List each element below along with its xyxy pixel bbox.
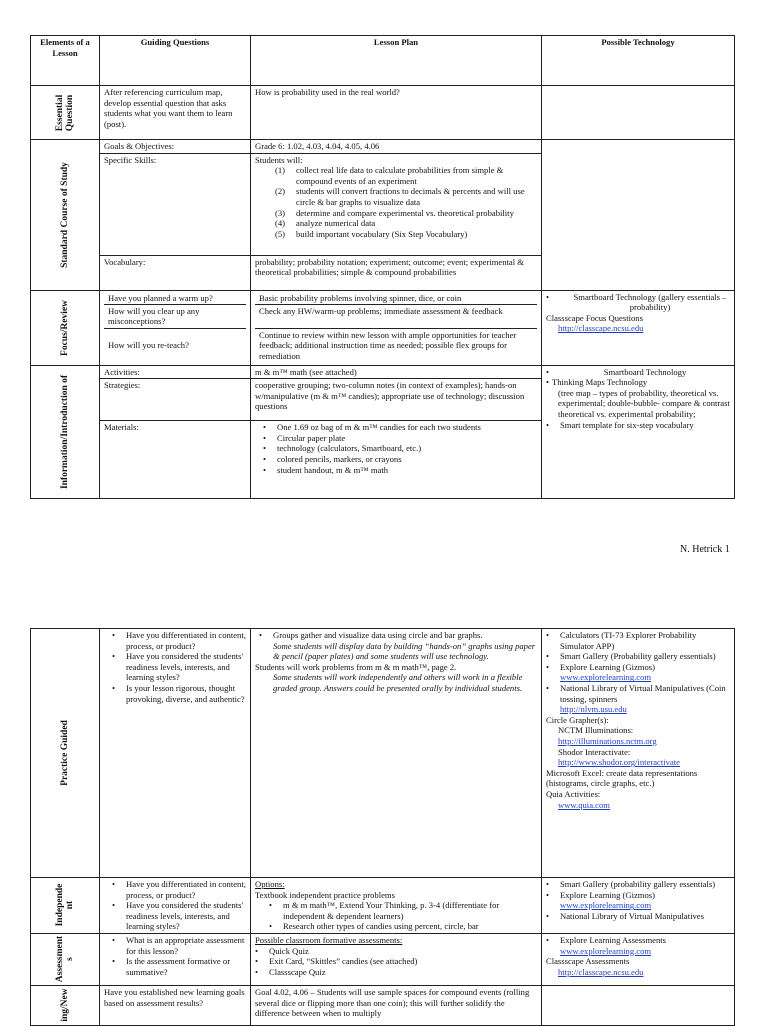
nctm-label: NCTM Illuminations:	[558, 725, 634, 736]
guided-question: • Have you differentiated in content, process, or product?	[112, 630, 246, 651]
vocab-value: probability; probability notation; experiment; outcome; event; experimental & theoretical probabilities; simple & compound probabilities	[251, 255, 542, 290]
focus-q1: Have you planned a warm up?	[108, 292, 213, 303]
closing-tech	[542, 985, 735, 1025]
skill-item: (5) build important vocabulary (Six Step Vocabulary)	[275, 228, 468, 239]
skills-label: Specific Skills:	[100, 153, 251, 255]
page-footer: N. Hetrick 1	[680, 544, 730, 555]
closing-label: ing/New	[60, 988, 70, 1023]
guided-label: Practice Guided	[60, 720, 70, 786]
excel-text: Microsoft Excel: create data representations (histograms, circle graphs, etc.)	[546, 767, 698, 789]
guided-tech-item: • Calculators (TI-73 Explorer Probability Simulator APP)	[546, 630, 697, 651]
standard-label: Standard Course of Study	[60, 161, 70, 268]
explorelearning-link[interactable]: www.explorelearning.com	[560, 672, 652, 683]
standard-tech	[542, 140, 735, 291]
assessment-item: • Exit Card, “Skittles” candies (see attached)	[255, 956, 418, 967]
focus-q3: How will you re-teach?	[104, 328, 246, 362]
quia-link[interactable]: www.quia.com	[558, 799, 610, 810]
guided-plan-italic-2: Some students will work independently and others will work in a flexible graded group. Answers could be presented orally by individual students.	[273, 672, 523, 693]
lesson-plan-table-bottom	[30, 628, 735, 1026]
assessment-item: • Quick Quiz	[255, 945, 309, 956]
skill-item: (3) determine and compare experimental vs. theoretical probability	[275, 207, 514, 218]
guided-plan-italic-1: Some students will display data by building “hands-on” graphs using paper & pencil (paper plates) and some students will use technology.	[273, 640, 536, 662]
focus-a2: Check any HW/warm-up problems; immediate assessment & feedback	[255, 304, 537, 328]
materials-list	[255, 422, 537, 475]
independent-question: • Have you considered the students' readiness levels, interests, and learning styles?	[112, 900, 244, 932]
essential-guide: After referencing curriculum map, develop essential question that asks students what you want them to learn (post).	[100, 86, 251, 140]
explorelearning-link-2[interactable]: www.explorelearning.com	[560, 900, 652, 911]
focus-label: Focus/Review	[60, 299, 70, 356]
focus-tech-item: • Smartboard Technology (gallery essentials – probability)	[546, 291, 727, 313]
focus-questions	[100, 290, 251, 365]
closing-plan: Goal 4.02, 4.06 – Students will use sample spaces for compound events (rolling several dice or flipping more than one coin); this will further solidify the difference between when to multiply	[251, 985, 542, 1025]
guided-plan-bullet: • Groups gather and visualize data using circle and bar graphs.	[259, 630, 483, 640]
info-tech-item: • Smartboard Technology	[546, 366, 687, 377]
essential-plan: How is probability used in the real world?	[251, 86, 542, 140]
independent-bullet: • Research other types of candies using percent, circle, bar	[269, 921, 479, 932]
closing-label-cell	[31, 985, 100, 1025]
skills-list	[255, 165, 537, 239]
independent-options: Options:	[255, 879, 285, 889]
header-lesson-plan: Lesson Plan	[251, 36, 542, 86]
info-label: Information/Introduction of	[60, 374, 70, 489]
assessment-label-cell	[31, 933, 100, 985]
header-guiding-questions: Guiding Questions	[100, 36, 251, 86]
assessment-question: • Is the assessment formative or summative?	[112, 956, 231, 977]
circle-grapher-label: Circle Grapher(s):	[546, 714, 609, 725]
assessment-heading: Possible classroom formative assessments:	[255, 934, 403, 945]
materials-label: Materials:	[100, 421, 251, 499]
essential-question-label-cell	[31, 86, 100, 140]
assessment-questions	[100, 933, 251, 985]
vocab-label: Vocabulary:	[100, 255, 251, 290]
independent-questions	[100, 878, 251, 934]
material-item: • Circular paper plate	[263, 432, 346, 443]
independent-bullet: • m & m math™, Extend Your Thinking, p. 3-4 (differentiate for independent & dependent learners)	[269, 900, 500, 921]
skill-item: (1) collect real life data to calculate probabilities from simple & compound events of an experiment	[275, 165, 504, 186]
assessment-plan	[251, 933, 542, 985]
strategies-value: cooperative grouping; two-column notes (in context of examples); hands-on w/manipulative (m & m™ candies); appropriate use of technology; discussion questions	[251, 379, 542, 421]
materials-cell	[251, 421, 542, 499]
skill-item: (4) analyze numerical data	[275, 218, 376, 229]
focus-label-cell	[31, 290, 100, 365]
material-item: • One 1.69 oz bag of m & m™ candies for each two students	[263, 422, 481, 433]
essential-tech	[542, 86, 735, 140]
independent-tech-item: • Smart Gallery (probability gallery essentials)	[546, 879, 716, 889]
activities-value: m & m™ math (see attached)	[251, 365, 542, 379]
classscape-link-2[interactable]: http://classcape.ncsu.edu	[558, 966, 644, 977]
independent-tech-item: • National Library of Virtual Manipulatives	[546, 910, 704, 921]
nlvm-link[interactable]: http://nlvm.usu.edu	[560, 704, 627, 715]
quia-label: Quia Activities:	[546, 788, 601, 799]
standard-label-cell	[31, 140, 100, 291]
goals-label: Goals & Objectives:	[100, 140, 251, 154]
guided-plan-line: Students will work problems from m & m math™, page 2.	[255, 661, 457, 672]
explorelearning-link-3[interactable]: www.explorelearning.com	[560, 945, 652, 956]
guided-question: • Is your lesson rigorous, thought provoking, diverse, and authentic?	[112, 682, 245, 704]
strategies-label: Strategies:	[100, 379, 251, 421]
material-item: • technology (calculators, Smartboard, etc.)	[263, 443, 422, 454]
activities-label: Activities:	[100, 365, 251, 379]
independent-tech	[542, 878, 735, 934]
nctm-link[interactable]: http://illuminations.nctm.org	[558, 735, 657, 746]
shodor-link[interactable]: http://www.shodor.org/interactivate	[558, 757, 680, 768]
guided-tech-item: • Smart Gallery (Probability gallery essentials)	[546, 651, 716, 662]
independent-line: Textbook independent practice problems	[255, 889, 395, 900]
independent-plan	[251, 878, 542, 934]
lesson-plan-table-top	[30, 35, 735, 499]
skills-cell	[251, 153, 542, 255]
independent-label-cell	[31, 878, 100, 934]
goals-value: Grade 6: 1.02, 4.03, 4.04, 4.05, 4.06	[251, 140, 542, 154]
guided-label-cell	[31, 629, 100, 878]
shodor-label: Shodor Interactivate:	[558, 746, 631, 757]
assessment-item: • Classscape Quiz	[255, 966, 326, 977]
material-item: • colored pencils, markers, or crayons	[263, 453, 402, 464]
skills-intro: Students will:	[255, 154, 303, 165]
info-tech-item: • Thinking Maps Technology	[546, 377, 648, 388]
focus-a3: Continue to review within new lesson with ample opportunities for teacher feedback; additional instruction time as needed; possible flex groups for remediation	[255, 328, 537, 362]
guided-tech-item: • National Library of Virtual Manipulatives (Coin tossing, spinners http://nlvm.usu.edu	[546, 682, 726, 715]
skill-item: (2) students will convert fractions to decimals & percents and will use circle & bar graphs to visualize data	[275, 186, 525, 207]
independent-tech-item: • Explore Learning (Gizmos) www.explorelearning.com	[546, 889, 655, 911]
guided-questions	[100, 629, 251, 878]
assessment-label: Assessment s	[55, 936, 75, 983]
info-tech	[542, 365, 735, 499]
guided-plan	[251, 629, 542, 878]
assessment-question: • What is an appropriate assessment for this lesson?	[112, 934, 245, 956]
assessment-tech	[542, 933, 735, 985]
info-tech-item: • Smart template for six-step vocabulary	[546, 419, 694, 430]
independent-question: • Have you differentiated in content, process, or product?	[112, 879, 246, 900]
assessment-tech-item: • Explore Learning Assessments www.explorelearning.com	[546, 934, 666, 956]
focus-q2: How will you clear up any misconceptions?	[104, 304, 246, 328]
header-elements: Elements of a Lesson	[31, 36, 100, 86]
closing-guide: Have you established new learning goals based on assessment results?	[100, 985, 251, 1025]
guided-question: • Have you considered the students' readiness levels, interests, and learning styles?	[112, 651, 244, 683]
independent-label: Independe nt	[55, 884, 75, 927]
material-item: • student handout, m & m™ math	[263, 464, 389, 475]
classscape-link[interactable]: http://classcape.ncsu.edu	[558, 323, 644, 334]
focus-answers	[251, 290, 542, 365]
guided-tech	[542, 629, 735, 878]
info-label-cell	[31, 365, 100, 499]
focus-tech-classscape: Classscape Focus Questions	[546, 312, 643, 323]
header-possible-technology: Possible Technology	[542, 36, 735, 86]
info-tech-detail: (tree map – types of probability, theoretical vs. experimental; double-bubble- compare & contrast theoretical vs. experimental probability;	[558, 387, 730, 419]
focus-tech	[542, 290, 735, 365]
essential-question-label: Essential Question	[55, 94, 75, 131]
focus-a1: Basic probability problems involving spinner, dice, or coin	[259, 292, 462, 303]
classscape-assessments: Classscape Assessments	[546, 956, 630, 967]
guided-tech-item: • Explore Learning (Gizmos) www.explorelearning.com	[546, 661, 655, 683]
